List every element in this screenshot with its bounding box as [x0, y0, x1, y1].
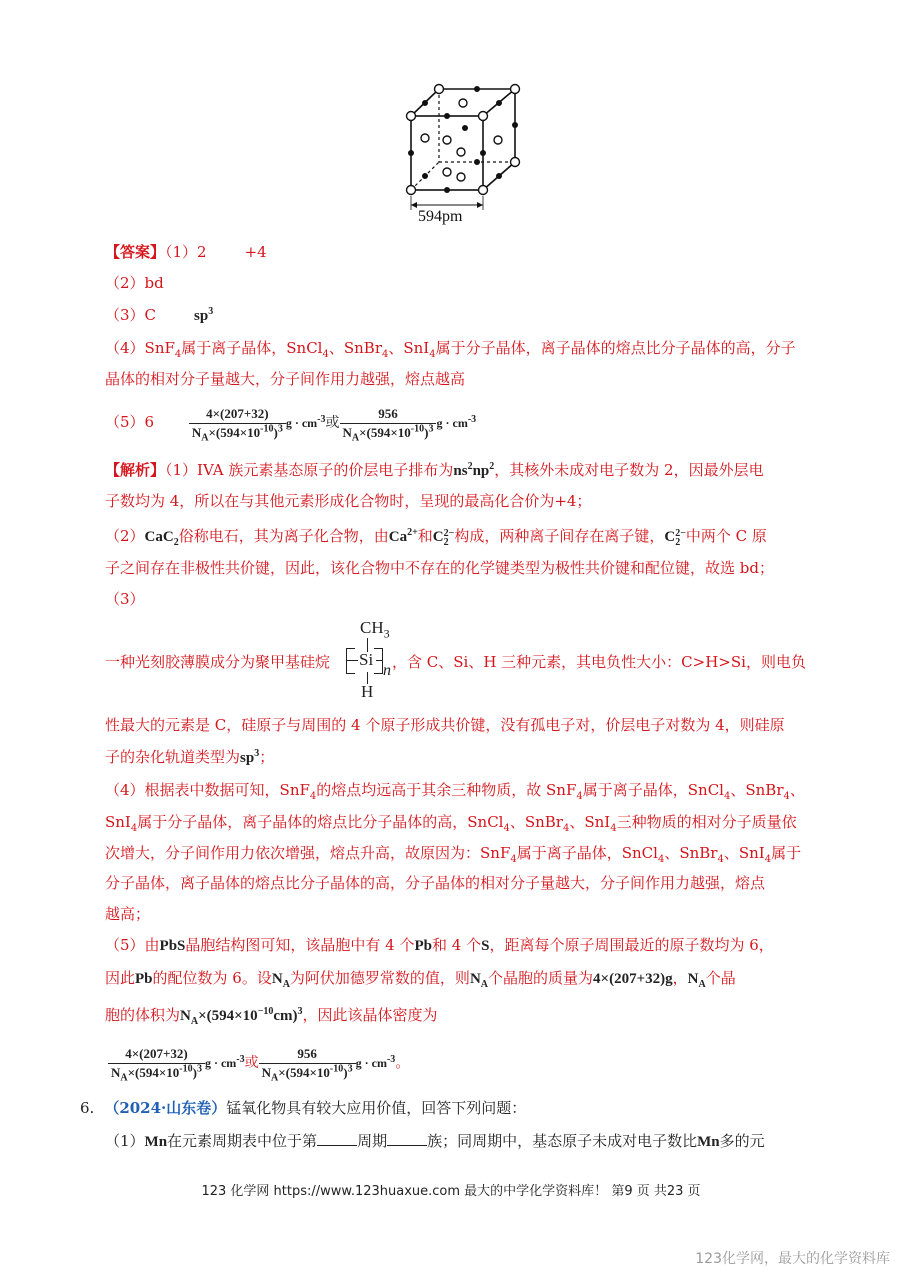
crystal-cell-diagram — [395, 78, 530, 233]
analysis-line-7: 性最大的元素是 C，硅原子与周围的 4 个原子形成共价键，没有孤电子对，价层电子对数为 4，则硅原 — [105, 716, 785, 734]
question-source: （2024·山东卷） — [104, 1099, 227, 1117]
question-6-header: 6. （2024·山东卷）锰氧化物具有较大应用价值，回答下列问题： — [80, 1099, 527, 1117]
analysis-line-12: 分子晶体，离子晶体的熔点比分子晶体的高，分子晶体的相对分子量越大，分子间作用力越强，熔点 — [105, 874, 766, 892]
analysis-line-1: 【解析】（1）IVA 族元素基态原子的价层电子排布为$ns^2np^2$，其核外未成对电子数为 2，因最外层电 — [105, 461, 764, 479]
answer-line-4: （4）SnF$_4$属于离子晶体，SnCl$_4$、SnBr$_4$、SnI$_4$属于分子晶体，离子晶体的熔点比分子晶体的高，分子 — [105, 339, 796, 360]
answer-line-1: 【答案】（1）2 +4 — [105, 243, 267, 261]
analysis-line-11: 次增大，分子间作用力依次增强，熔点升高，故原因为：SnF$_4$属于离子晶体，SnCl$_4$、SnBr$_4$、SnI$_4$属于 — [105, 844, 802, 865]
answer-line-5: 晶体的相对分子量越大，分子间作用力越强，熔点越高 — [105, 370, 466, 388]
analysis-line-13: 越高； — [105, 905, 151, 923]
analysis-line-5: （3） — [105, 590, 145, 608]
answer-blank-group[interactable] — [387, 1131, 427, 1146]
analysis-line-14: （5）由PbS晶胞结构图可知，该晶胞中有 4 个Pb和 4 个S，距离每个原子周围最近的原子数均为 6， — [105, 936, 774, 954]
page-footer: 123 化学网 https://www.123huaxue.com 最大的中学化学资料库！ 第9 页 共23 页 — [201, 1184, 701, 1199]
figure-caption: 594pm — [418, 208, 463, 225]
analysis-line-8: 子的杂化轨道类型为$sp^3$； — [105, 748, 275, 766]
analysis-line-16: 胞的体积为$N_A\times(594\times 10^{-10}cm)^3$，因此该晶体密度为 — [105, 1006, 438, 1027]
analysis-line-17: $\frac{4\times(207+32)}{N_A\times(594\times 10^{-10})^3}$ $g \cdot cm^{-3}$或 $\frac{956}{N_A\times(594\times 10^{-10})^3}$ $g \cdot cm^{-3}$。 — [108, 1040, 410, 1084]
analysis-line-15: 因此Pb的配位数为 6。设$N_A$为阿伏加德罗常数的值，则$N_A$个晶胞的质量为4×(207+32)g，$N_A$个晶 — [105, 969, 736, 990]
question-6-part-1: （1）Mn在元素周期表中位于第 周期 族；同周期中，基态原子未成对电子数比Mn多的元 — [105, 1132, 765, 1150]
answer-tag: 【答案】 — [105, 243, 166, 261]
analysis-line-6: 一种光刻胶薄膜成分为聚甲基硅烷 ，含 C、Si、H 三种元素，其电负性大小：C>H>Si，则电负 — [105, 653, 806, 671]
density-fraction-2: $\frac{956}{N_A\times(594\times 10^{-10})^3}$ — [340, 406, 437, 441]
analysis-line-3: （2）CaC$_2$俗称电石，其为离子化合物，由$Ca^{2+}$和C 2− 2 构成，两种离子间存在离子键，C 2− 2 中两个 C 原 — [105, 527, 767, 548]
answer-blank-period[interactable] — [317, 1131, 357, 1146]
analysis-line-2: 子数均为 4，所以在与其他元素形成化合物时，呈现的最高化合价为+4； — [105, 492, 592, 510]
density-fraction-1: $\frac{4\times(207+32)}{N_A\times(594\times 10^{-10})^3}$ — [189, 406, 286, 441]
watermark: 123化学网，最大的化学资料库 — [695, 1251, 890, 1267]
answer-line-6: （5）6 $\frac{4\times(207+32)}{N_A\times(594\times 10^{-10})^3}$ $g \cdot cm^{-3}$或 $\frac{956}{N_A\times(594\times 10^{-10})^3}$ $g \cdot cm^{-3}$ — [105, 405, 477, 444]
analysis-line-4: 子之间存在非极性共价键，因此，该化合物中不存在的化学键类型为极性共价键和配位键，故选 bd； — [105, 559, 774, 577]
analysis-tag: 【解析】 — [105, 461, 166, 479]
polymethylsilane-structure: $CH_3$ Si n H — [346, 618, 406, 703]
answer-line-2: （2）bd — [105, 274, 164, 292]
analysis-line-9: （4）根据表中数据可知，SnF$_4$的熔点均远高于其余三种物质，故 SnF$_4$属于离子晶体，SnCl$_4$、SnBr$_4$、 — [105, 781, 805, 802]
answer-line-3: （3）C $sp^3$ — [105, 306, 214, 324]
analysis-line-10: SnI$_4$属于分子晶体，离子晶体的熔点比分子晶体的高，SnCl$_4$、SnBr$_4$、SnI$_4$三种物质的相对分子质量依 — [105, 813, 797, 834]
density-fraction-3: $\frac{4\times(207+32)}{N_A\times(594\times 10^{-10})^3}$ — [108, 1046, 205, 1081]
density-fraction-4: $\frac{956}{N_A\times(594\times 10^{-10})^3}$ — [259, 1046, 356, 1081]
